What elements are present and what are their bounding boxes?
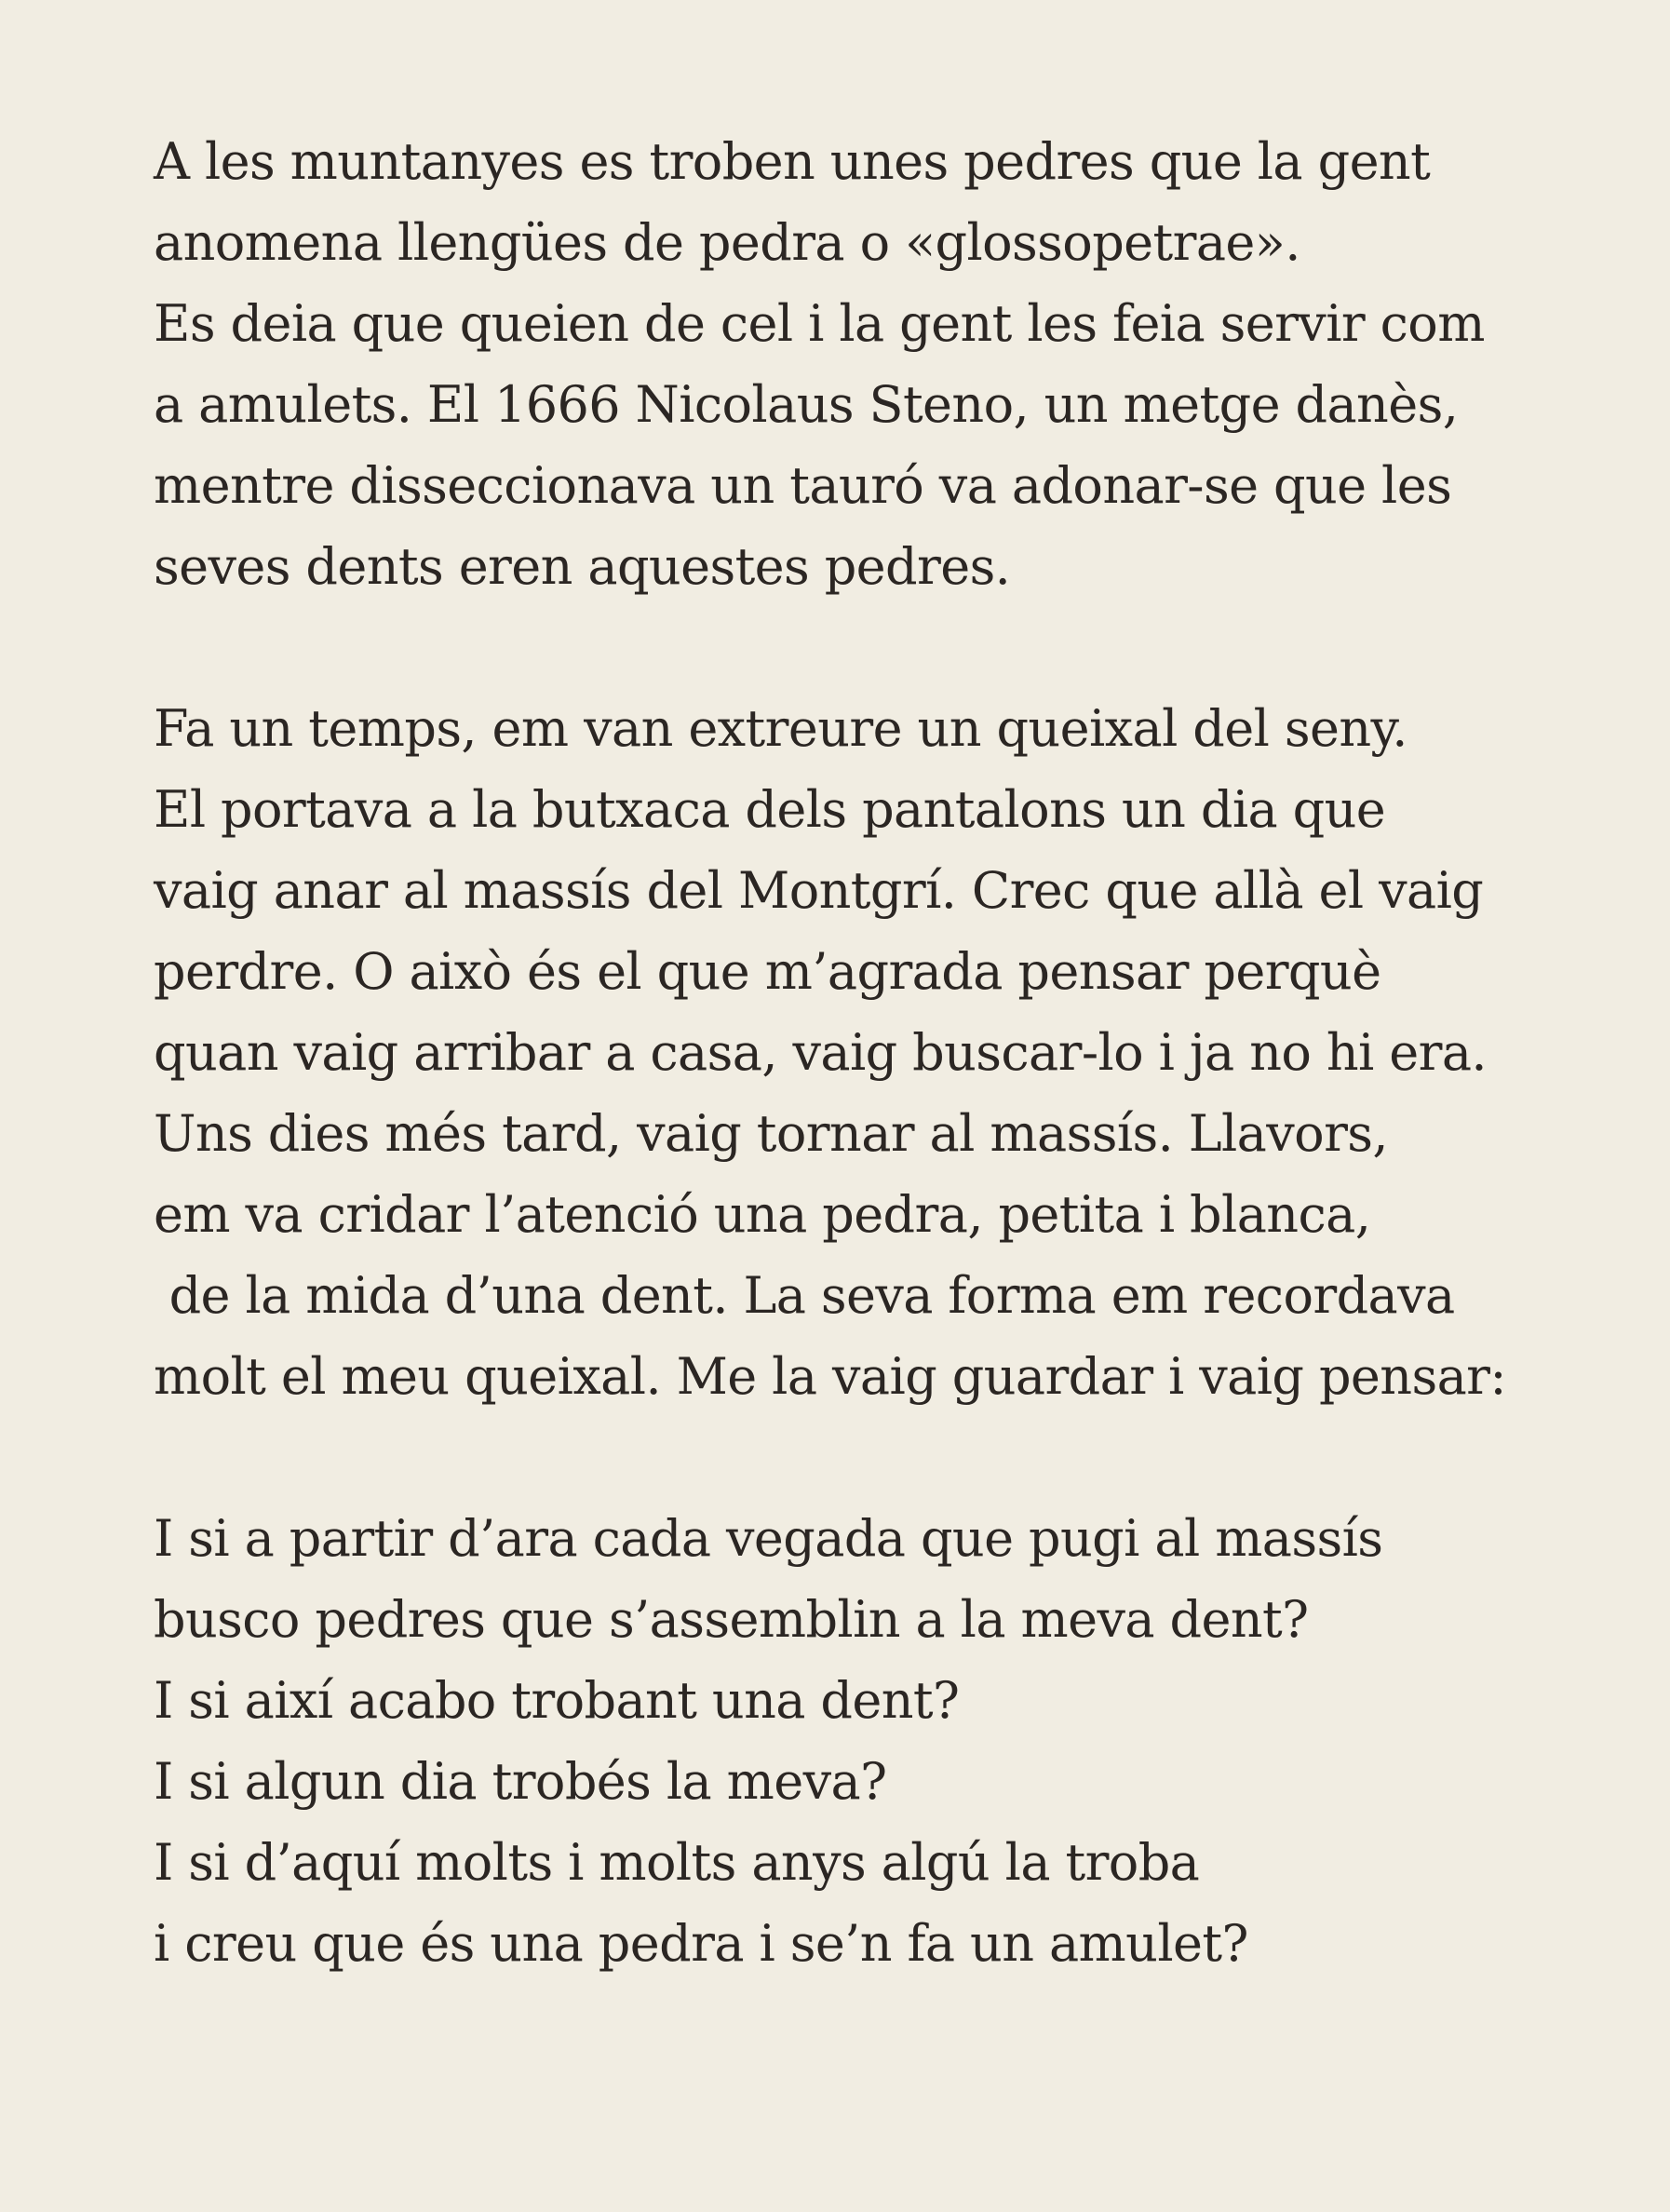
text-line: El portava a la butxaca dels pantalons un dia que (154, 780, 1386, 839)
paragraph-glossopetrae (154, 121, 1606, 607)
text-line: A les muntanyes es troben unes pedres que la gent (154, 132, 1431, 191)
text-line: I si a partir d’ara cada vegada que pugi al massís (154, 1509, 1383, 1568)
text-line: seves dents eren aquestes pedres. (154, 537, 1011, 596)
text-line: Fa un temps, em van extreure un queixal del seny. (154, 699, 1407, 758)
text-line: molt el meu queixal. Me la vaig guardar i vaig pensar: (154, 1347, 1506, 1406)
paragraph-questions (154, 1498, 1606, 1984)
text-line: quan vaig arribar a casa, vaig buscar-lo i ja no hi era. (154, 1023, 1487, 1082)
text-line: a amulets. El 1666 Nicolaus Steno, un metge danès, (154, 375, 1459, 434)
text-page (154, 121, 1606, 1984)
text-line: Uns dies més tard, vaig tornar al massís. Llavors, (154, 1104, 1388, 1163)
text-line: vaig anar al massís del Montgrí. Crec que allà el vaig (154, 861, 1484, 920)
text-line: mentre disseccionava un tauró va adonar-se que les (154, 456, 1452, 515)
text-line: I si així acabo trobant una dent? (154, 1671, 960, 1730)
text-line: em va cridar l’atenció una pedra, petita i blanca, (154, 1185, 1371, 1244)
text-line: i creu que és una pedra i se’n fa un amulet? (154, 1914, 1248, 1973)
text-line: busco pedres que s’assemblin a la meva dent? (154, 1590, 1309, 1649)
paragraph-queixal (154, 688, 1606, 1417)
text-line: de la mida d’una dent. La seva forma em recordava (154, 1266, 1455, 1325)
text-line: Es deia que queien de cel i la gent les feia servir com (154, 294, 1485, 353)
text-line: I si d’aquí molts i molts anys algú la troba (154, 1833, 1200, 1892)
text-line: I si algun dia trobés la meva? (154, 1752, 887, 1811)
text-line: perdre. O això és el que m’agrada pensar perquè (154, 942, 1381, 1001)
text-line: anomena llengües de pedra o «glossopetrae». (154, 213, 1300, 272)
